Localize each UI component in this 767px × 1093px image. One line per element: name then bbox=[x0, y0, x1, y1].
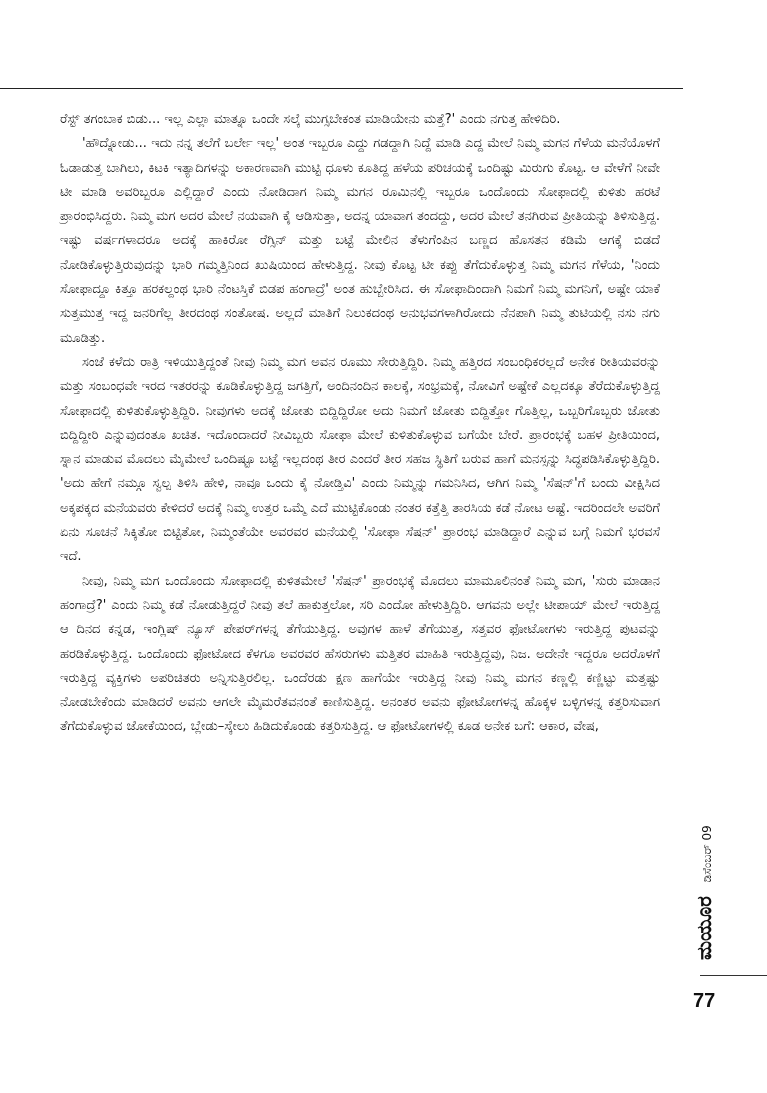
issue-date: ಡಿಸೆಂಬರ್ 09 bbox=[700, 825, 714, 883]
paragraph: 'ಹೌದ್ನೋಡು... ಇದು ನನ್ನ ತಲೆಗೆ ಬರ್ಲೇ ಇಲ್ಲ' ಅಂತ ಇಬ್ಬರೂ ಎದ್ದು ಗಡದ್ದಾಗಿ ನಿದ್ದೆ ಮಾಡಿ ಎದ್ದ ಮೇಲೆ ನಿಮ್ಮ ಮಗನ ಗೆಳೆಯ ಮನೆಯೊಳಗೆ ಓಡಾಡುತ್ತ ಬಾಗಿಲು, ಕಿಟಕಿ ಇತ್ಯಾದಿಗಳನ್ನು ಅಕಾರಣವಾಗಿ ಮುಟ್ಟಿ ಧೂಳು ಕೂತಿದ್ದ ಹಳೆಯ ಪರಿಚಯಕ್ಕೆ ಒಂದಿಷ್ಟು ಮಿರುಗು ಕೊಟ್ಟ. ಆ ವೇಳೆಗೆ ನೀವೇ ಟೀ ಮಾಡಿ ಅವರಿಬ್ಬರೂ ಎಲ್ಲಿದ್ದಾರೆ ಎಂದು ನೋಡಿದಾಗ ನಿಮ್ಮ ಮಗನ ರೂಮಿನಲ್ಲಿ ಇಬ್ಬರೂ ಒಂದೊಂದು ಸೋಫಾದಲ್ಲಿ ಕುಳಿತು ಹರಟೆ ಪ್ರಾರಂಭಿಸಿದ್ದರು. ನಿಮ್ಮ ಮಗ ಅದರ ಮೇಲೆ ನಯವಾಗಿ ಕೈ ಆಡಿಸುತ್ತಾ, ಅದನ್ನ ಯಾವಾಗ ತಂದದ್ದು, ಅದರ ಮೇಲೆ ತನಗಿರುವ ಪ್ರೀತಿಯನ್ನು ತಿಳಿಸುತ್ತಿದ್ದ. ಇಷ್ಟು ವರ್ಷಗಳಾದರೂ ಅದಕ್ಕೆ ಹಾಕಿರೋ ರೆಗ್ಸಿನ್ ಮತ್ತು ಬಟ್ಟೆ ಮೇಲಿನ ತೆಳುಗೆಂಪಿನ ಬಣ್ಣದ ಹೊಸತನ ಕಡಿಮೆ ಆಗಕ್ಕೆ ಬಿಡದೆ ನೋಡಿಕೊಳ್ಳುತ್ತಿರುವುದನ್ನು ಭಾರಿ ಗಮ್ಮತ್ತಿನಿಂದ ಖುಷಿಯಿಂದ ಹೇಳುತ್ತಿದ್ದ. ನೀವು ಕೊಟ್ಟ ಟೀ ಕಪ್ಪು ತೆಗೆದುಕೊಳ್ಳುತ್ತ ನಿಮ್ಮ ಮಗನ ಗೆಳೆಯ, 'ನಿಂದು ಸೋಫಾದ್ದೂ ಕಿತ್ತೂ ಹರಕಲ್ದಂಥ ಭಾರಿ ನೆಂಟಸ್ತಿಕೆ ಬಿಡಪ ಹಂಗಾದ್ರೆ' ಅಂತ ಹುಬ್ಬೇರಿಸಿದ. ಈ ಸೋಫಾದಿಂದಾಗಿ ನಿಮಗೆ ನಿಮ್ಮ ಮಗನಿಗೆ, ಅಷ್ಟೇ ಯಾಕೆ ಸುತ್ತಮುತ್ತ ಇದ್ದ ಜನರಿಗೆಲ್ಲ ತೀರದಂಥ ಸಂತೋಷ. ಅಲ್ಲದೆ ಮಾತಿಗೆ ನಿಲುಕದಂಥ ಅನುಭವಗಳಾಗಿರೋದು ನೆನಪಾಗಿ ನಿಮ್ಮ ತುಟಿಯಲ್ಲಿ ನಸು ನಗು ಮೂಡಿತ್ತು. bbox=[60, 136, 660, 346]
paragraph: ಸಂಜೆ ಕಳೆದು ರಾತ್ರಿ ಇಳಿಯುತ್ತಿದ್ದಂತೆ ನೀವು ನಿಮ್ಮ ಮಗ ಅವನ ರೂಮು ಸೇರುತ್ತಿದ್ದಿರಿ. ನಿಮ್ಮ ಹತ್ತಿರದ ಸಂಬಂಧಿಕರಲ್ಲದೆ ಅನೇಕ ರೀತಿಯವರನ್ನು ಮತ್ತು ಸಂಬಂಧವೇ ಇರದ ಇತರರನ್ನು ಕೂಡಿಕೊಳ್ಳುತ್ತಿದ್ದ ಜಗತ್ತಿಗೆ, ಅಂದಿನಂದಿನ ಕಾಲಕ್ಕೆ, ಸಂಭ್ರಮಕ್ಕೆ, ನೋವಿಗೆ ಅಷ್ಟೇಕೆ ಎಲ್ಲದಕ್ಕೂ ತೆರೆದುಕೊಳ್ಳುತ್ತಿದ್ದ ಸೋಫಾದಲ್ಲಿ ಕುಳಿತುಕೊಳ್ಳುತ್ತಿದ್ದಿರಿ. ನೀವುಗಳು ಅದಕ್ಕೆ ಜೋತು ಬಿದ್ದಿದ್ದಿರೋ ಅದು ನಿಮಗೆ ಜೋತು ಬಿದ್ದಿತ್ತೋ ಗೊತ್ತಿಲ್ಲ, ಒಬ್ಬರಿಗೊಬ್ಬರು ಜೋತು ಬಿದ್ದಿದ್ದೀರಿ ಎನ್ನುವುದಂತೂ ಖಚಿತ. ಇದೊಂದಾದರೆ ನೀವಿಬ್ಬರು ಸೋಫಾ ಮೇಲೆ ಕುಳಿತುಕೊಳ್ಳುವ ಬಗೆಯೇ ಬೇರೆ. ಪ್ರಾರಂಭಕ್ಕೆ ಬಹಳ ಪ್ರೀತಿಯಿಂದ, ಸ್ನಾನ ಮಾಡುವ ಮೊದಲು ಮೈಮೇಲೆ ಒಂದಿಷ್ಟೂ ಬಟ್ಟೆ ಇಲ್ಲದಂಥ ತೀರ ಎಂದರೆ ತೀರ ಸಹಜ ಸ್ಥಿತಿಗೆ ಬರುವ ಹಾಗೆ ಮನಸ್ಸನ್ನು ಸಿದ್ಧಪಡಿಸಿಕೊಳ್ಳುತ್ತಿದ್ದಿರಿ. 'ಅದು ಹೇಗೆ ನಮ್ಗೂ ಸ್ವಲ್ಪ ತಿಳಿಸಿ ಹೇಳಿ, ನಾವೂ ಒಂದು ಕೈ ನೋಡ್ತಿವಿ' ಎಂದು ನಿಮ್ಮನ್ನು ಗಮನಿಸಿದ, ಆಗಿಗ ನಿಮ್ಮ 'ಸೆಷನ್'ಗೆ ಬಂದು ವೀಕ್ಷಿಸಿದ ಅಕ್ಕಪಕ್ಕದ ಮನೆಯವರು ಕೇಳಿದರೆ ಅದಕ್ಕೆ ನಿಮ್ಮ ಉತ್ತರ ಒಮ್ಮೆ ಎದೆ ಮುಟ್ಟಿಕೊಂಡು ನಂತರ ಕತ್ತೆತ್ತಿ ತಾರಸಿಯ ಕಡೆ ನೋಟ ಅಷ್ಟೆ. ಇದರಿಂದಲೇ ಅವರಿಗೆ ಏನು ಸೂಚನೆ ಸಿಕ್ಕಿತೋ ಬಿಟ್ಟಿತೋ, ನಿಮ್ಮಂತೆಯೇ ಅವರವರ ಮನೆಯಲ್ಲಿ 'ಸೋಫಾ ಸೆಷನ್' ಪ್ರಾರಂಭ ಮಾಡಿದ್ದಾರೆ ಎನ್ನುವ ಬಗ್ಗೆ ನಿಮಗೆ ಭರವಸೆ ಇದೆ. bbox=[60, 354, 660, 565]
footer-divider bbox=[700, 975, 767, 976]
top-divider bbox=[0, 88, 683, 89]
paragraph: ರೆಸ್ಟ್ ತಗಂಬಾಕ ಬಿಡು... ಇಲ್ಲ ಎಲ್ಲಾ ಮಾತ್ನೂ ಒಂದೇ ಸಲ್ಕೆ ಮುಗ್ಸಬೇಕಂತ ಮಾಡಿಯೇನು ಮತ್ತೆ?' ಎಂದು ನಗುತ್ತ ಹೇಳಿದಿರಿ. bbox=[60, 112, 561, 127]
paragraph: ನೀವು, ನಿಮ್ಮ ಮಗ ಒಂದೊಂದು ಸೋಫಾದಲ್ಲಿ ಕುಳಿತಮೇಲೆ 'ಸೆಷನ್' ಪ್ರಾರಂಭಕ್ಕೆ ಮೊದಲು ಮಾಮೂಲಿನಂತೆ ನಿಮ್ಮ ಮಗ, 'ಸುರು ಮಾಡಾನ ಹಂಗಾದ್ರೆ?' ಎಂದು ನಿಮ್ಮ ಕಡೆ ನೋಡುತ್ತಿದ್ದರೆ ನೀವು ತಲೆ ಹಾಕುತ್ತಲೋ, ಸರಿ ಎಂದೋ ಹೇಳುತ್ತಿದ್ದಿರಿ. ಆಗವನು ಅಲ್ಲೇ ಟೀಪಾಯ್ ಮೇಲೆ ಇರುತ್ತಿದ್ದ ಆ ದಿನದ ಕನ್ನಡ, ಇಂಗ್ಲಿಷ್ ನ್ಯೂಸ್ ಪೇಪರ್‌ಗಳನ್ನ ತೆಗೆಯುತ್ತಿದ್ದ. ಅವುಗಳ ಹಾಳೆ ತೆಗೆಯುತ್ತ, ಸತ್ತವರ ಫೋಟೋಗಳು ಇರುತ್ತಿದ್ದ ಪುಟವನ್ನು ಹರಡಿಕೊಳ್ಳುತ್ತಿದ್ದ. ಒಂದೊಂದು ಫೋಟೋದ ಕೆಳಗೂ ಅವರವರ ಹೆಸರುಗಳು ಮತ್ತಿತರ ಮಾಹಿತಿ ಇರುತ್ತಿದ್ದವು, ನಿಜ. ಅದೇನೇ ಇದ್ದರೂ ಅದರೊಳಗೆ ಇರುತ್ತಿದ್ದ ವ್ಯಕ್ತಿಗಳು ಅಪರಿಚಿತರು ಅನ್ನಿಸುತ್ತಿರಲಿಲ್ಲ. ಒಂದೆರಡು ಕ್ಷಣ ಹಾಗೆಯೇ ಇರುತ್ತಿದ್ದ ನೀವು ನಿಮ್ಮ ಮಗನ ಕಣ್ಣಲ್ಲಿ ಕಣ್ಣಿಟ್ಟು ಮತ್ತಷ್ಟು ನೋಡಬೇಕೆಂದು ಮಾಡಿದರೆ ಅವನು ಆಗಲೇ ಮೈಮರೆತವನಂತೆ ಕಾಣಿಸುತ್ತಿದ್ದ. ಅನಂತರ ಅವನು ಫೋಟೋಗಳನ್ನ ಹೊಕ್ಕಳ ಬಳ್ಳಿಗಳನ್ನ ಕತ್ತರಿಸುವಾಗ ತೆಗೆದುಕೊಳ್ಳುವ ಜೋಕೆಯಿಂದ, ಬ್ಲೇಡು–ಸ್ಕೇಲು ಹಿಡಿದುಕೊಂಡು ಕತ್ತರಿಸುತ್ತಿದ್ದ. ಆ ಫೋಟೋಗಳಲ್ಲಿ ಕೂಡ ಅನೇಕ ಬಗೆ: ಆಕಾರ, ವೇಷ, bbox=[60, 573, 660, 735]
magazine-name: ಮಯೂರ bbox=[692, 896, 716, 960]
article-body bbox=[60, 108, 660, 740]
magazine-masthead bbox=[692, 825, 716, 960]
page-number: 77 bbox=[693, 990, 716, 1012]
